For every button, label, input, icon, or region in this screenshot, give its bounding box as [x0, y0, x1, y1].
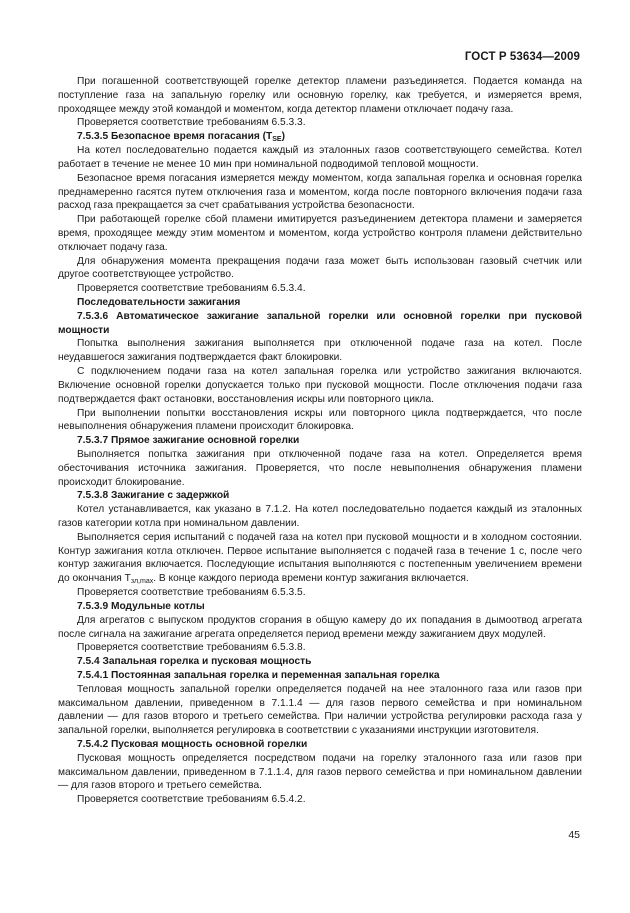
paragraph-text: Для агрегатов с выпуском продуктов сгорания в общую камеру до их попадания в дымоотвод агрегата после сигнала на зажигание агрегата определяется период времени между зажиганием двух модулей.	[58, 614, 582, 640]
paragraph-text: Для обнаружения момента прекращения подачи газа может быть использован газовый счетчик или другое соответствующее устройство.	[58, 255, 582, 281]
text-tail: . В конце каждого периода времени контур зажигания включается.	[153, 573, 469, 585]
subscript: зл,max	[130, 578, 154, 586]
document-body	[58, 75, 582, 807]
paragraph-text: На котел последовательно подается каждый из эталонных газов соответствующего семейства. Котел работает в течение не менее 10 мин при номинальной подводимой тепловой мощности.	[58, 145, 582, 170]
paragraph	[58, 75, 582, 116]
section-heading	[58, 130, 582, 144]
section-heading	[58, 434, 582, 448]
paragraph	[58, 641, 582, 655]
heading-text: 7.5.3.9 Модульные котлы	[77, 600, 205, 612]
section-heading	[58, 600, 582, 614]
paragraph-text: Проверяется соответствие требованиям 6.5.3.3.	[77, 117, 306, 129]
heading-text: 7.5.4.1 Постоянная запальная горелка и переменная запальная горелка	[77, 669, 440, 681]
section-heading	[58, 669, 582, 683]
paragraph	[58, 255, 582, 283]
paragraph-text: Выполняется попытка зажигания при отключенной подаче газа на котел. Определяется время обесточивания источника зажигания. Проверяется, что после невыполнения обнаружения пламени происходит блокирование.	[58, 448, 582, 488]
paragraph	[58, 503, 582, 531]
heading-text: 7.5.3.8 Зажигание с задержкой	[77, 490, 230, 502]
paragraph	[58, 683, 582, 738]
heading-text: 7.5.3.6 Автоматическое зажигание запальной горелки или основной горелки при пусковой мощности	[58, 310, 582, 336]
paragraph-text: При погашенной соответствующей горелке детектор пламени разъединяется. Подается команда на поступление газа на запальную горелку или основную горелку, как требуется, и измеряется время, проходящее между этой командой и моментом, когда детектор пламени отключает подачу газа.	[58, 76, 582, 115]
paragraph-text: Проверяется соответствие требованиям 6.5.3.5.	[77, 587, 306, 599]
paragraph	[58, 337, 582, 365]
heading-text: 7.5.4.2 Пусковая мощность основной горелки	[77, 739, 308, 750]
heading-text: 7.5.3.5 Безопасное время погасания (T	[77, 131, 273, 143]
paragraph-text: Тепловая мощность запальной горелки определяется подачей на нее эталонного газа или газов при максимальном давлении, приведенном в 7.1.1.4 — для газов первого семейства и при номинальном давлении — для газов второго и третьего семейства. При наличии устройства регулировки расхода газа у запальной горелки, выполняется регулировка в соответствии с указаниями инструкции изготовителя.	[58, 683, 582, 737]
text-tail: )	[281, 131, 285, 143]
paragraph	[58, 365, 582, 406]
section-heading	[58, 489, 582, 503]
section-heading	[58, 655, 582, 669]
paragraph	[58, 407, 582, 435]
paragraph-text: Котел устанавливается, как указано в 7.1.2. На котел последовательно подается каждый из эталонных газов категории котла при номинальном давлении.	[58, 504, 582, 529]
paragraph-text: При выполнении попытки восстановления искры или повторного цикла подтверждается, что после невыполнения обнаружения пламени происходит блокировка.	[58, 407, 582, 433]
paragraph-text: При работающей горелке сбой пламени имитируется разъединением детектора пламени и замеряется время, проходящее между этим моментом и моментом, когда устройство контроля пламени действительно отключает подачу газа.	[58, 214, 582, 253]
section-heading	[58, 738, 582, 752]
paragraph-text: Проверяется соответствие требованиям 6.5.4.2.	[77, 794, 306, 806]
paragraph	[58, 752, 582, 793]
paragraph-text: Проверяется соответствие требованиям 6.5.3.4.	[77, 283, 306, 295]
paragraph-text: С подключением подачи газа на котел запальная горелка или устройство зажигания включаются. Включение основной горелки допускается только при пусковой мощности. После отключения подачи газа подтверждается факт остановки, восстановления искры или повторного цикла.	[58, 366, 582, 405]
paragraph-text: Пусковая мощность определяется посредством подачи на горелку эталонного газа или газов при максимальном давлении, приведенном в 7.1.1.4, для газов первого семейства и при номинальном давлении — для газов второго и третьего семейства.	[58, 752, 582, 792]
page-number: 45	[568, 829, 580, 841]
standard-header: ГОСТ Р 53634—2009	[464, 51, 580, 63]
paragraph	[58, 531, 582, 586]
paragraph	[58, 282, 582, 296]
paragraph-text: Проверяется соответствие требованиям 6.5.3.8.	[77, 642, 306, 654]
paragraph-text: Попытка выполнения зажигания выполняется при отключенной подаче газа на котел. После неудавшегося зажигания подтверждается факт блокировки.	[58, 338, 582, 364]
heading-text: 7.5.4 Запальная горелка и пусковая мощность	[77, 656, 312, 668]
paragraph	[58, 116, 582, 130]
subscript: SE	[272, 136, 282, 144]
paragraph	[58, 213, 582, 254]
paragraph-text: Безопасное время погасания измеряется между моментом, когда запальная горелка и основная горелка преднамеренно гасятся путем отключения газа и моментом, когда после повторного включения подачи газа расход газа прекращается за счет срабатывания устройства безопасности.	[58, 172, 582, 212]
paragraph	[58, 793, 582, 807]
heading-text: Последовательности зажигания	[77, 297, 241, 308]
section-heading	[58, 310, 582, 338]
paragraph	[58, 172, 582, 213]
paragraph	[58, 144, 582, 172]
paragraph	[58, 448, 582, 489]
paragraph-text: Выполняется серия испытаний с подачей газа на котел при пусковой мощности и в холодном состоянии. Контур зажигания котла отключен. Первое испытание выполняется с подачей газа в течение 1 с, после чего контур зажигания включается. Последующие испытания выполняются с постепенным увеличением времени до окончания T	[58, 531, 582, 585]
heading-text: 7.5.3.7 Прямое зажигание основной горелки	[77, 435, 300, 447]
paragraph	[58, 586, 582, 600]
section-heading	[58, 296, 582, 310]
paragraph	[58, 614, 582, 642]
